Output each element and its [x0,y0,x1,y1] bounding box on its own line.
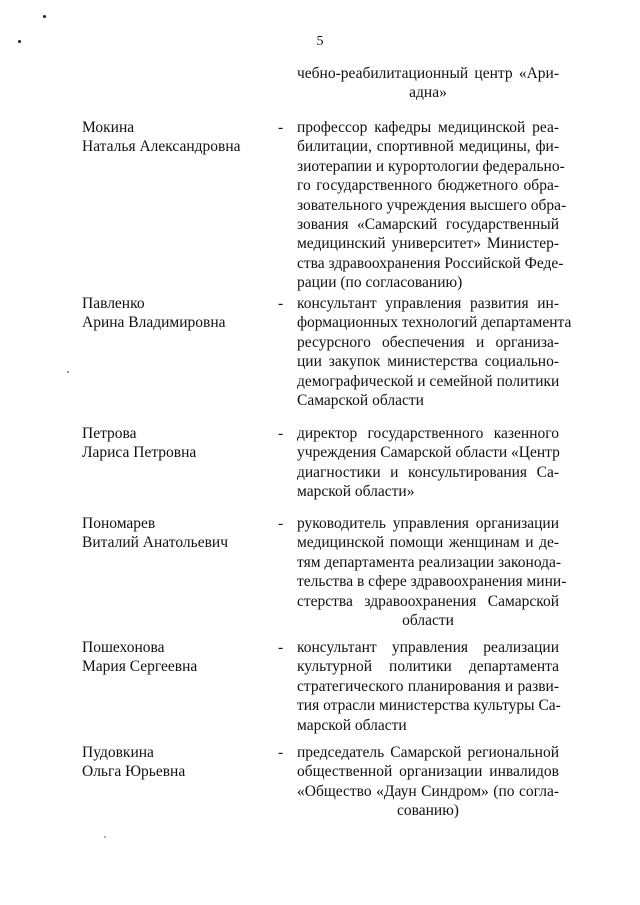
text-line: медицинской помощи женщинам и де- [297,534,559,552]
text-line: культурной политики департамента [297,658,559,676]
member-given-name: Арина Владимировна [82,314,226,332]
text-line: тельства в сфере здравоохранения мини- [297,573,567,591]
text-line: адна» [409,84,447,102]
text-line: медицинский университет» Министер- [297,235,559,253]
member-entry [82,424,560,504]
text-line: учреждения Самарской области «Центр [297,444,560,462]
member-entry [82,638,560,738]
member-surname: Пудовкина [82,744,154,761]
text-line: области [402,612,454,630]
text-line: формационных технологий департамента [297,314,572,332]
text-line: чебно-реабилитационный центр «Ари- [297,65,559,82]
text-line: сованию) [397,802,459,820]
text-line: диагностики и консультирования Са- [297,463,559,481]
text-line: консультант управления реализации [297,639,559,656]
member-entry [82,743,560,823]
text-line: тям департамента реализации законода- [297,553,562,571]
text-line: общественной организации инвалидов [297,763,559,781]
member-given-name: Виталий Анатольевич [82,534,228,552]
dash-separator: - [278,639,284,656]
continued-role-text [297,64,559,103]
dash-separator: - [278,744,284,761]
dash-separator: - [278,119,284,136]
text-line: консультант управления развития ин- [297,295,559,312]
text-line: ства здравоохранения Российской Феде- [297,254,564,272]
member-given-name: Лариса Петровна [82,444,197,462]
member-name [82,743,272,782]
member-given-name: Наталья Александровна [82,138,241,156]
member-given-name: Мария Сергеевна [82,658,198,676]
member-role [297,638,559,735]
text-line: директор государственного казенного [297,425,559,442]
member-surname: Пошехонова [82,639,165,656]
member-entry [82,294,572,414]
text-line: билитации, спортивной медицины, фи- [297,138,559,156]
member-name [82,118,272,157]
text-line: зовательного учреждения высшего обра- [297,196,567,214]
member-surname: Петрова [82,425,137,442]
scan-speck [43,15,46,18]
dash-separator: - [278,295,284,312]
text-line: «Общество «Даун Синдром» (по согла- [297,782,559,800]
member-role [297,294,572,410]
text-line: тия отрасли министерства культуры Са- [297,697,561,715]
member-name [82,424,272,463]
text-line: стерства здравоохранения Самарской [297,592,559,610]
member-name [82,514,272,553]
member-role [297,424,559,502]
member-entry [82,514,567,634]
text-line: рации (по согласованию) [297,274,463,292]
member-role [297,118,567,293]
member-name [82,638,272,677]
member-role [297,743,559,821]
text-line: руководитель управления организации [297,515,559,532]
member-surname: Павленко [82,295,145,312]
text-line: Самарской области [297,392,424,410]
text-line: зиотерапии и курортологии федерально- [297,157,565,175]
page-number: 5 [316,34,324,49]
text-line: стратегического планирования и разви- [297,677,559,695]
text-line: зования «Самарский государственный [297,216,559,234]
member-entry [82,118,567,298]
text-line: председатель Самарской региональной [297,744,559,761]
member-surname: Мокина [82,119,135,136]
text-line: демографической и семейной политики [297,372,560,390]
member-name [82,294,272,333]
scan-speck [104,836,106,838]
text-line: го государственного бюджетного обра- [297,177,559,195]
dash-separator: - [278,425,284,442]
member-given-name: Ольга Юрьевна [82,763,186,781]
member-surname: Пономарев [82,515,156,532]
dash-separator: - [278,515,284,532]
text-line: марской области [297,716,407,734]
text-line: ции закупок министерства социально- [297,353,559,371]
member-role [297,514,567,630]
text-line: марской области» [297,483,415,501]
scan-speck [67,371,69,373]
text-line: ресурсного обеспечения и организа- [297,333,559,351]
text-line: профессор кафедры медицинской реа- [297,119,559,136]
